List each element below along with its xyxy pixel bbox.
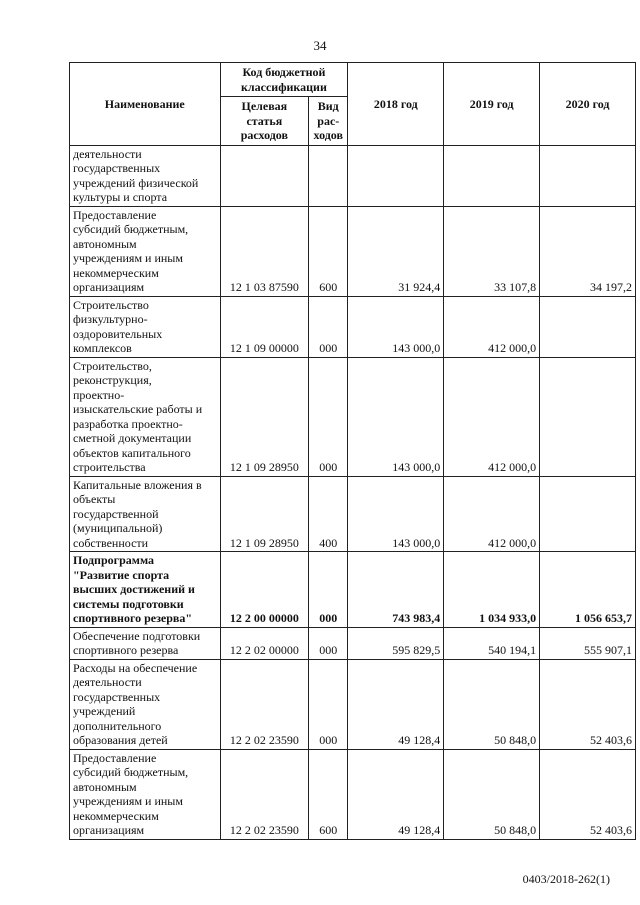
- header-year-2018: 2018 год: [348, 63, 444, 146]
- row-target-article: 12 2 02 00000: [220, 627, 309, 659]
- row-name-line: "Развитие спорта: [73, 567, 170, 582]
- row-name: [70, 749, 221, 839]
- row-value-2018: 143 000,0: [348, 296, 444, 357]
- header-target-article-line: расходов: [240, 128, 288, 142]
- row-name-line: Предоставление: [73, 750, 157, 765]
- row-expense-type: 000: [309, 627, 348, 659]
- row-name-line: проектно-: [73, 387, 125, 402]
- row-name-line: учреждениям и иным: [73, 794, 183, 808]
- row-value-2018: 143 000,0: [348, 357, 444, 476]
- row-name: [70, 296, 221, 357]
- table-row: [70, 206, 636, 296]
- row-name-line: государственных: [73, 689, 161, 704]
- row-expense-type: 400: [309, 476, 348, 552]
- header-year-2020: 2020 год: [540, 63, 636, 146]
- row-name-line: автономным: [73, 779, 137, 794]
- row-name-line: оздоровительных: [73, 326, 163, 341]
- row-value-2020: [540, 296, 636, 357]
- row-name-line: некоммерческим: [73, 808, 159, 823]
- row-expense-type: 000: [309, 296, 348, 357]
- row-expense-type: 000: [309, 552, 348, 628]
- row-value-2019: 33 107,8: [444, 206, 540, 296]
- row-name: [70, 476, 221, 552]
- row-name-line: некоммерческим: [73, 265, 159, 280]
- row-name: [70, 145, 221, 206]
- row-value-2018: 49 128,4: [348, 749, 444, 839]
- header-target-article: [220, 97, 309, 146]
- row-value-2019: 412 000,0: [444, 357, 540, 476]
- row-name-line: строительства: [73, 460, 146, 474]
- header-expense-type: [309, 97, 348, 146]
- row-name-line: учреждений: [73, 704, 136, 718]
- row-name-line: собственности: [73, 535, 149, 550]
- table-row: [70, 296, 636, 357]
- row-name-line: культуры и спорта: [73, 190, 168, 204]
- row-name-line: спортивного резерва": [73, 611, 193, 625]
- row-name-line: образования детей: [73, 733, 168, 747]
- row-expense-type: [309, 145, 348, 206]
- row-expense-type: 000: [309, 357, 348, 476]
- row-name: [70, 552, 221, 628]
- header-budget-code: Код бюджетной классификации: [220, 63, 348, 97]
- row-target-article: 12 1 09 28950: [220, 476, 309, 552]
- header-target-article-line: статья: [246, 113, 283, 128]
- row-value-2019: 540 194,1: [444, 627, 540, 659]
- table-row: [70, 145, 636, 206]
- row-name-line: Предоставление: [73, 207, 157, 222]
- row-value-2020: 34 197,2: [540, 206, 636, 296]
- header-name: Наименование: [70, 63, 221, 146]
- table-row: [70, 659, 636, 749]
- row-name-line: изыскательские работы и: [73, 402, 203, 416]
- table-header: [70, 63, 636, 146]
- header-expense-type-line: ходов: [313, 128, 343, 142]
- row-target-article: [220, 145, 309, 206]
- row-expense-type: 600: [309, 749, 348, 839]
- row-value-2020: 1 056 653,7: [540, 552, 636, 628]
- row-name-line: (муниципальной): [73, 521, 163, 535]
- row-value-2018: 31 924,4: [348, 206, 444, 296]
- row-value-2018: 595 829,5: [348, 627, 444, 659]
- row-value-2018: 743 983,4: [348, 552, 444, 628]
- row-name-line: комплексов: [73, 341, 132, 355]
- row-name-line: деятельности: [73, 146, 142, 161]
- header-expense-type-line: рас-: [317, 113, 340, 128]
- row-name-line: учреждениям и иным: [73, 251, 183, 265]
- row-name-line: субсидий бюджетным,: [73, 222, 189, 236]
- row-value-2020: [540, 357, 636, 476]
- row-name-line: государственной: [73, 506, 159, 521]
- row-name-line: Капитальные вложения в: [73, 477, 202, 492]
- row-name-line: государственных: [73, 161, 161, 175]
- document-code: 0403/2018-262(1): [522, 872, 610, 886]
- row-name-line: организациям: [73, 280, 145, 294]
- row-value-2019: 412 000,0: [444, 296, 540, 357]
- row-name-line: дополнительного: [73, 718, 162, 733]
- header-expense-type-line: Вид: [317, 99, 339, 113]
- row-name-line: сметной документации: [73, 431, 192, 445]
- row-value-2019: 1 034 933,0: [444, 552, 540, 628]
- row-expense-type: 000: [309, 659, 348, 749]
- row-target-article: 12 1 09 28950: [220, 357, 309, 476]
- row-name-line: Подпрограмма: [73, 553, 155, 567]
- row-target-article: 12 1 09 00000: [220, 296, 309, 357]
- row-name-line: объекты: [73, 492, 116, 506]
- row-name-line: учреждений физической: [73, 175, 199, 190]
- table-row: [70, 476, 636, 552]
- row-target-article: 12 2 02 23590: [220, 659, 309, 749]
- row-value-2018: 49 128,4: [348, 659, 444, 749]
- row-name-line: субсидий бюджетным,: [73, 765, 189, 779]
- row-name-line: объектов капитального: [73, 445, 191, 460]
- row-name-line: Строительство: [73, 297, 149, 312]
- row-name-line: автономным: [73, 236, 137, 251]
- row-value-2019: 412 000,0: [444, 476, 540, 552]
- row-value-2020: [540, 476, 636, 552]
- row-name: [70, 206, 221, 296]
- table-row: [70, 357, 636, 476]
- table-body: [70, 145, 636, 839]
- row-name: [70, 659, 221, 749]
- row-name-line: Строительство,: [73, 358, 152, 373]
- row-name-line: деятельности: [73, 675, 142, 689]
- header-year-2019: 2019 год: [444, 63, 540, 146]
- header-target-article-line: Целевая: [241, 99, 288, 113]
- row-value-2018: [348, 145, 444, 206]
- row-value-2020: [540, 145, 636, 206]
- table-row: [70, 552, 636, 628]
- row-name-line: спортивного резерва: [73, 643, 179, 657]
- row-target-article: 12 1 03 87590: [220, 206, 309, 296]
- row-value-2019: 50 848,0: [444, 749, 540, 839]
- table-row: [70, 627, 636, 659]
- row-value-2020: 555 907,1: [540, 627, 636, 659]
- row-value-2018: 143 000,0: [348, 476, 444, 552]
- budget-table: [69, 62, 636, 840]
- row-value-2020: 52 403,6: [540, 659, 636, 749]
- row-name-line: разработка проектно-: [73, 416, 183, 431]
- row-name-line: организациям: [73, 823, 145, 837]
- row-name-line: системы подготовки: [73, 596, 184, 611]
- row-name-line: реконструкция,: [73, 373, 152, 387]
- row-name: [70, 627, 221, 659]
- row-value-2019: [444, 145, 540, 206]
- row-name-line: Расходы на обеспечение: [73, 660, 198, 675]
- row-name-line: высших достижений и: [73, 582, 195, 596]
- row-name-line: Обеспечение подготовки: [73, 628, 201, 643]
- row-value-2019: 50 848,0: [444, 659, 540, 749]
- row-name: [70, 357, 221, 476]
- row-target-article: 12 2 02 23590: [220, 749, 309, 839]
- table-row: [70, 749, 636, 839]
- row-value-2020: 52 403,6: [540, 749, 636, 839]
- row-name-line: физкультурно-: [73, 312, 148, 326]
- page-number: 34: [313, 38, 327, 53]
- row-target-article: 12 2 00 00000: [220, 552, 309, 628]
- row-expense-type: 600: [309, 206, 348, 296]
